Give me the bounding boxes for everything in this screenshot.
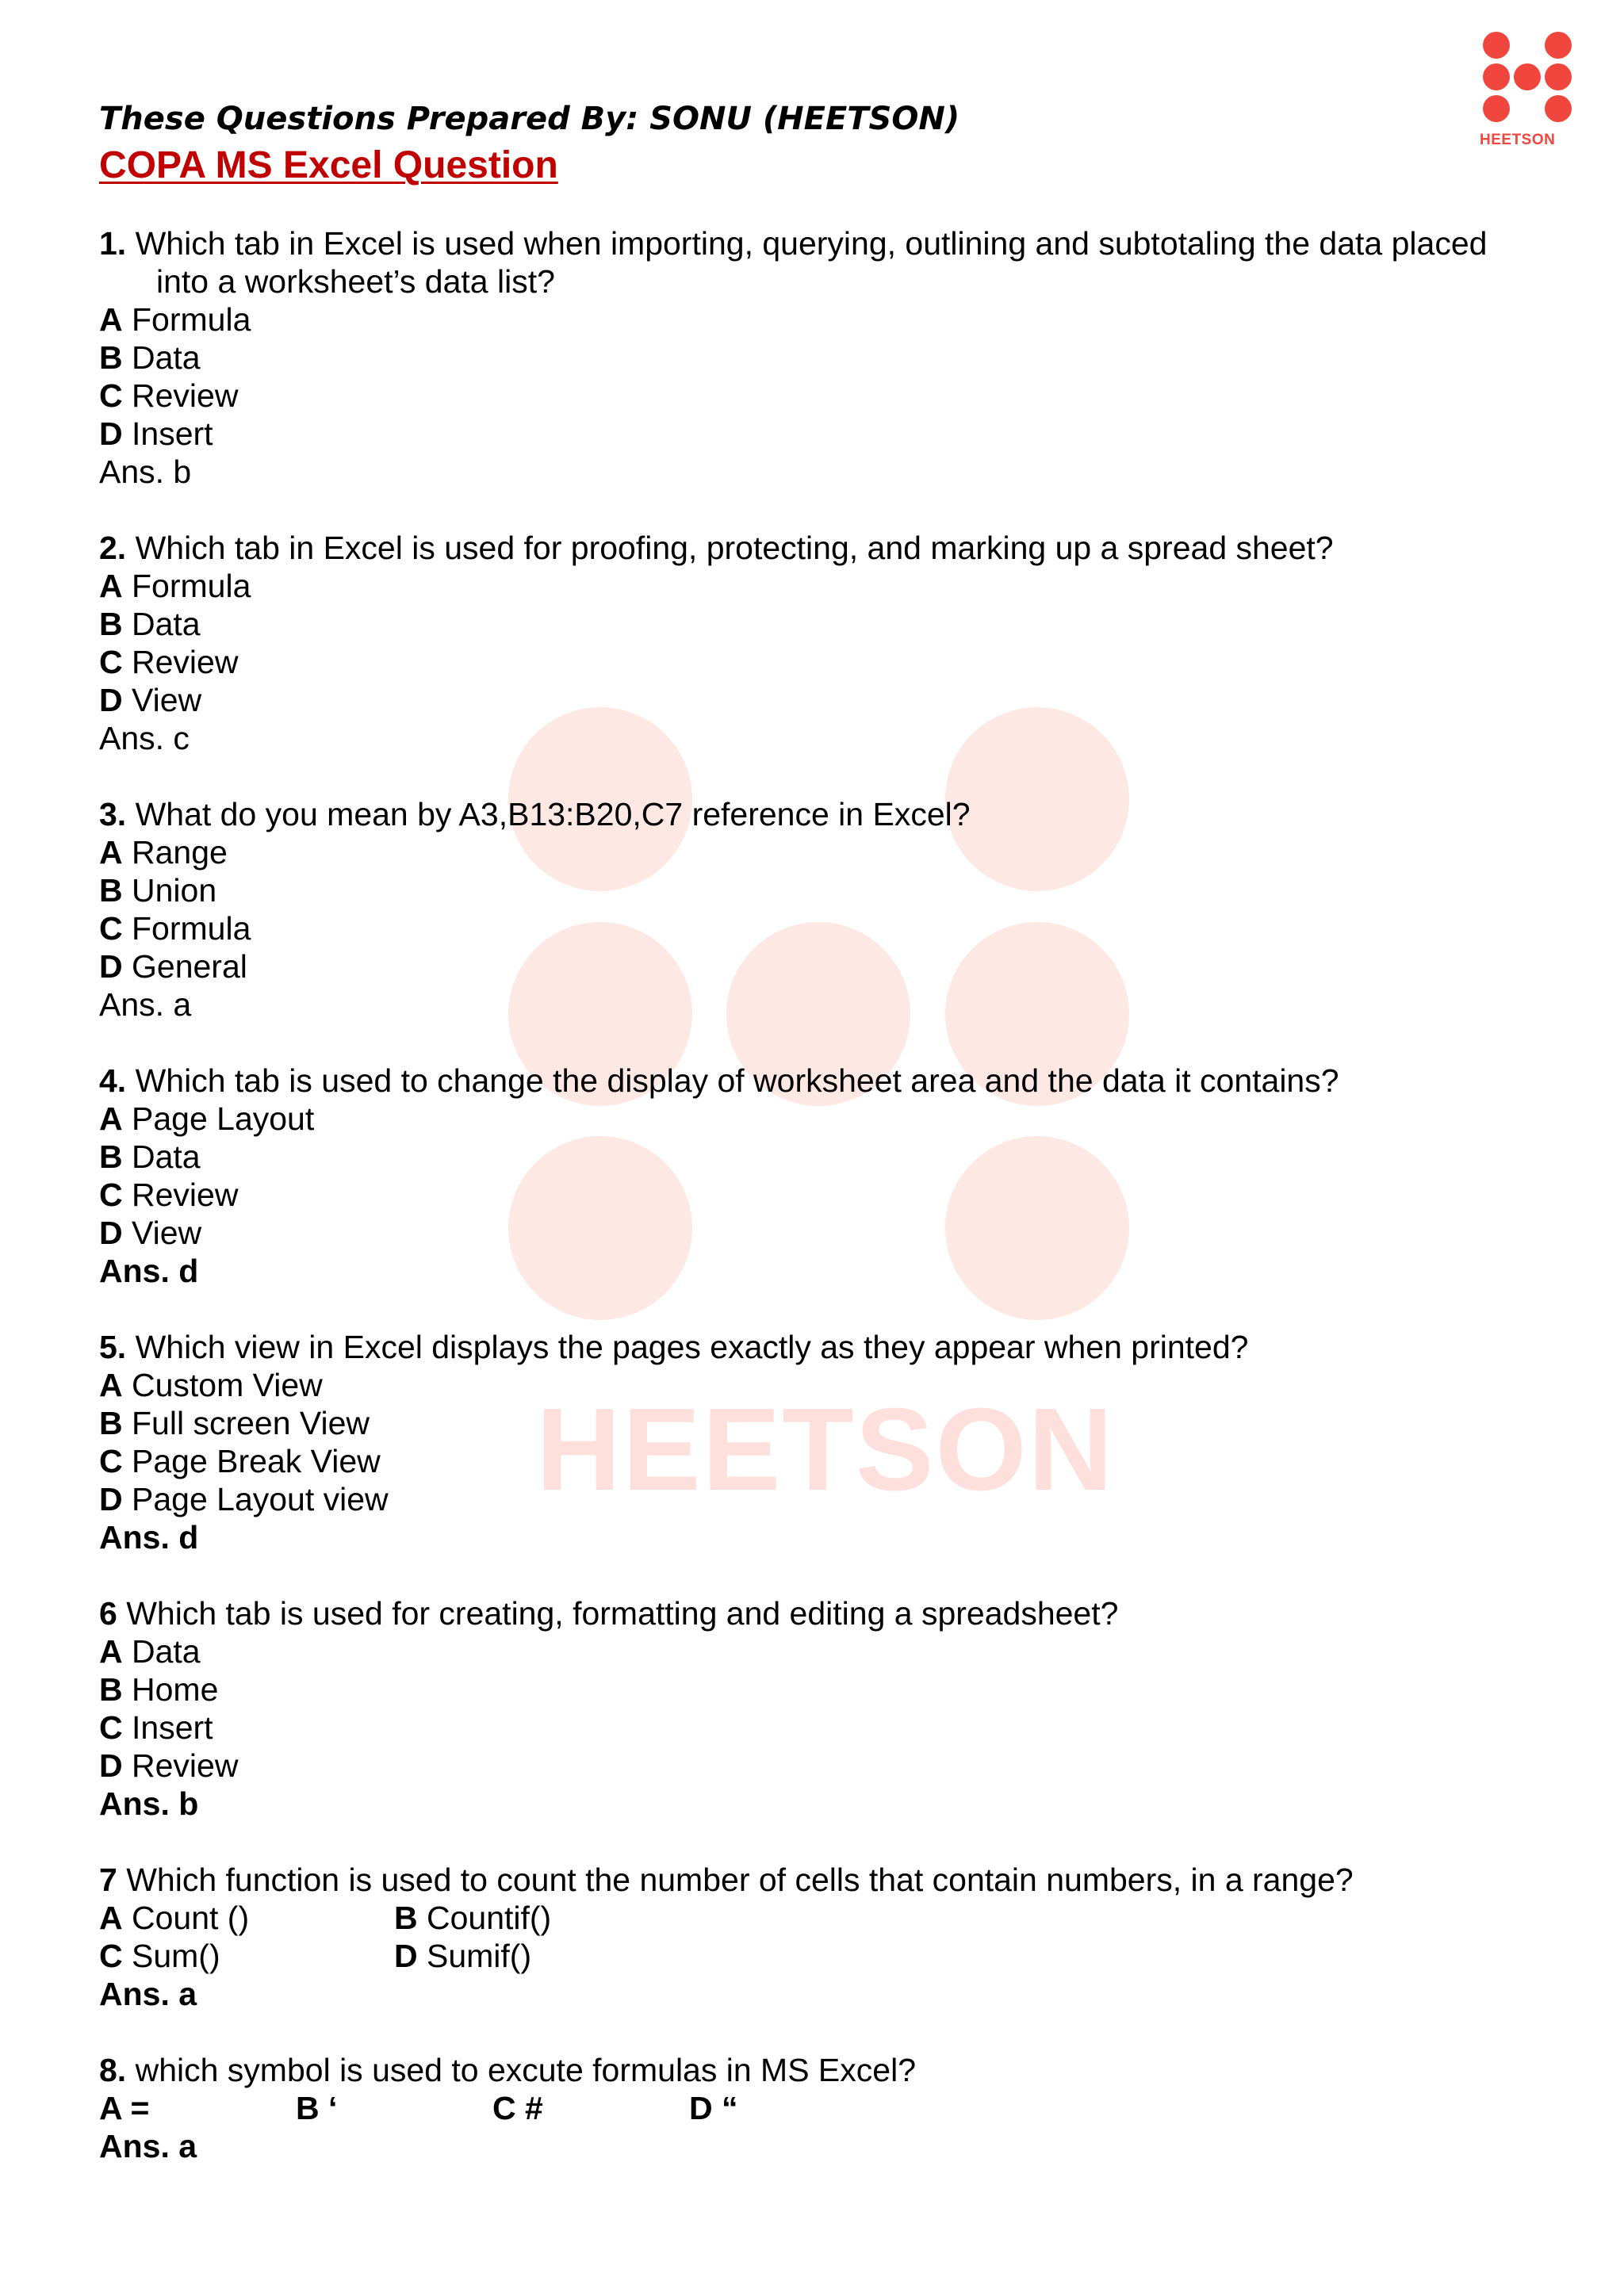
- option-letter: C: [99, 1443, 123, 1479]
- question-text: [99, 529, 1526, 567]
- option-a: [99, 1100, 1526, 1138]
- option-b: [99, 1138, 1526, 1176]
- option-text: Count (): [122, 1900, 250, 1936]
- question-5: [99, 1328, 1526, 1556]
- question-2: [99, 529, 1526, 757]
- option-c: [99, 1709, 1526, 1747]
- option-letter: B: [99, 1671, 123, 1708]
- question-text: [99, 1328, 1526, 1366]
- option-text: Insert: [122, 415, 213, 452]
- option-d: [394, 1937, 531, 1975]
- question-text: [99, 1062, 1526, 1100]
- option-letter: C: [99, 1709, 123, 1746]
- answer: Ans. a: [99, 1976, 197, 2012]
- answer: Ans. b: [99, 453, 192, 490]
- option-d: [99, 1480, 1526, 1518]
- logo-dot: [1514, 63, 1541, 90]
- question-body: Which function is used to count the number of cells that contain numbers, in a range?: [117, 1862, 1354, 1898]
- option-letter: B: [99, 1405, 123, 1441]
- question-7: [99, 1861, 1526, 2013]
- option-a: [99, 1632, 1526, 1670]
- option-text: Range: [122, 834, 228, 871]
- option-letter: D: [99, 1215, 123, 1251]
- option-text: Home: [122, 1671, 219, 1708]
- option-letter: B: [99, 606, 123, 642]
- option-letter: A: [99, 1367, 123, 1403]
- option-letter: B: [99, 1138, 123, 1175]
- question-3: [99, 795, 1526, 1024]
- logo-dot: [1483, 32, 1510, 59]
- answer: Ans. a: [99, 986, 192, 1023]
- logo-dot: [1483, 63, 1510, 90]
- question-body: Which view in Excel displays the pages exactly as they appear when printed?: [126, 1329, 1249, 1365]
- option-c: [99, 1937, 394, 1975]
- question-body: which symbol is used to excute formulas in MS Excel?: [126, 2052, 916, 2088]
- question-body: Which tab is used for creating, formatting and editing a spreadsheet?: [117, 1595, 1119, 1632]
- option-letter: C: [99, 644, 123, 680]
- option-text: View: [122, 1215, 202, 1251]
- option-letter: D: [99, 682, 123, 718]
- option-text: ‘: [319, 2090, 338, 2126]
- option-a: [99, 567, 1526, 605]
- option-b: [99, 605, 1526, 643]
- option-text: Data: [122, 606, 201, 642]
- option-d: [99, 681, 1526, 719]
- prepared-by-line: These Questions Prepared By: SONU (HEETSON): [99, 101, 960, 137]
- question-body: Which tab in Excel is used when importing, querying, outlining and subtotaling the data placed into a worksheet’s data list?: [126, 225, 1488, 300]
- option-text: Data: [122, 1138, 201, 1175]
- option-b: [394, 1899, 551, 1937]
- option-d: [689, 2089, 886, 2127]
- option-letter: D: [99, 1481, 123, 1517]
- option-text: Data: [122, 1633, 201, 1670]
- question-1: [99, 224, 1526, 491]
- option-letter: D: [99, 1747, 123, 1784]
- option-text: Custom View: [122, 1367, 323, 1403]
- question-body: Which tab in Excel is used for proofing, protecting, and marking up a spread sheet?: [126, 530, 1334, 566]
- question-text: [99, 224, 1526, 300]
- option-letter: D: [689, 2090, 713, 2126]
- option-a: [99, 833, 1526, 871]
- option-c: [99, 377, 1526, 415]
- logo-dot: [1545, 95, 1572, 122]
- option-text: Page Layout view: [122, 1481, 389, 1517]
- option-a: [99, 2089, 296, 2127]
- question-number: 7: [99, 1862, 117, 1898]
- option-c: [492, 2089, 689, 2127]
- option-letter: A: [99, 568, 123, 604]
- question-text: [99, 795, 1526, 833]
- option-d: [99, 415, 1526, 453]
- option-row: [99, 1899, 1526, 1937]
- answer: Ans. a: [99, 2128, 197, 2164]
- option-a: [99, 300, 1526, 339]
- option-letter: C: [99, 377, 123, 414]
- heetson-logo: [1480, 32, 1578, 151]
- option-b: [99, 871, 1526, 909]
- option-letter: B: [394, 1900, 418, 1936]
- option-c: [99, 643, 1526, 681]
- option-d: [99, 1747, 1526, 1785]
- option-letter: C: [99, 910, 123, 947]
- question-number: 5.: [99, 1329, 127, 1365]
- option-text: “: [712, 2090, 738, 2126]
- answer: Ans. d: [99, 1253, 199, 1289]
- option-letter: C: [99, 1177, 123, 1213]
- option-b: [99, 339, 1526, 377]
- option-letter: A: [99, 1100, 123, 1137]
- option-text: Data: [122, 339, 201, 376]
- option-c: [99, 909, 1526, 947]
- question-text: [99, 2051, 1526, 2089]
- option-text: Page Layout: [122, 1100, 315, 1137]
- question-text: [99, 1861, 1526, 1899]
- option-text: Union: [122, 872, 217, 909]
- option-a: [99, 1899, 394, 1937]
- option-b: [296, 2089, 492, 2127]
- question-6: [99, 1594, 1526, 1823]
- question-body: Which tab is used to change the display of worksheet area and the data it contains?: [126, 1062, 1339, 1099]
- option-letter: A: [99, 1900, 123, 1936]
- option-letter: C: [492, 2090, 516, 2126]
- option-letter: D: [99, 948, 123, 985]
- option-b: [99, 1670, 1526, 1709]
- option-text: Review: [122, 644, 239, 680]
- option-c: [99, 1176, 1526, 1214]
- logo-brand-text: HEETSON: [1480, 132, 1556, 148]
- option-row: [99, 2089, 1526, 2127]
- option-letter: B: [99, 339, 123, 376]
- logo-dot: [1545, 63, 1572, 90]
- option-letter: A: [99, 1633, 123, 1670]
- option-text: View: [122, 682, 202, 718]
- option-d: [99, 1214, 1526, 1252]
- option-text: Review: [122, 1177, 239, 1213]
- option-text: Countif(): [417, 1900, 552, 1936]
- watermark-text: HEETSON: [536, 1384, 1115, 1515]
- question-text: [99, 1594, 1526, 1632]
- option-letter: A: [99, 2090, 122, 2126]
- question-number: 8.: [99, 2052, 127, 2088]
- option-text: Formula: [122, 568, 251, 604]
- question-number: 6: [99, 1595, 117, 1632]
- option-c: [99, 1442, 1526, 1480]
- option-row: [99, 1937, 1526, 1975]
- option-letter: D: [394, 1938, 418, 1974]
- question-body: What do you mean by A3,B13:B20,C7 reference in Excel?: [126, 796, 971, 832]
- option-letter: D: [99, 415, 123, 452]
- question-number: 3.: [99, 796, 127, 832]
- option-d: [99, 947, 1526, 985]
- question-number: 4.: [99, 1062, 127, 1099]
- option-text: Full screen View: [122, 1405, 370, 1441]
- answer: Ans. b: [99, 1785, 199, 1822]
- option-b: [99, 1404, 1526, 1442]
- option-text: Sum(): [122, 1938, 220, 1974]
- logo-dot: [1545, 32, 1572, 59]
- option-text: Formula: [122, 910, 251, 947]
- option-text: Insert: [122, 1709, 213, 1746]
- document-title: COPA MS Excel Question: [99, 144, 558, 186]
- answer: Ans. c: [99, 720, 190, 756]
- option-text: Review: [122, 1747, 239, 1784]
- question-8: [99, 2051, 1526, 2165]
- option-letter: B: [99, 872, 123, 909]
- option-text: General: [122, 948, 247, 985]
- answer: Ans. d: [99, 1519, 199, 1556]
- option-letter: A: [99, 301, 123, 338]
- logo-dot: [1483, 95, 1510, 122]
- question-number: 2.: [99, 530, 127, 566]
- option-letter: C: [99, 1938, 123, 1974]
- option-text: Review: [122, 377, 239, 414]
- option-text: Sumif(): [417, 1938, 532, 1974]
- option-a: [99, 1366, 1526, 1404]
- option-text: Page Break View: [122, 1443, 381, 1479]
- option-text: #: [515, 2090, 543, 2126]
- question-list: [99, 224, 1526, 2203]
- option-text: Formula: [122, 301, 251, 338]
- question-number: 1.: [99, 225, 127, 262]
- option-letter: B: [296, 2090, 320, 2126]
- question-4: [99, 1062, 1526, 1290]
- option-text: =: [121, 2090, 150, 2126]
- option-letter: A: [99, 834, 123, 871]
